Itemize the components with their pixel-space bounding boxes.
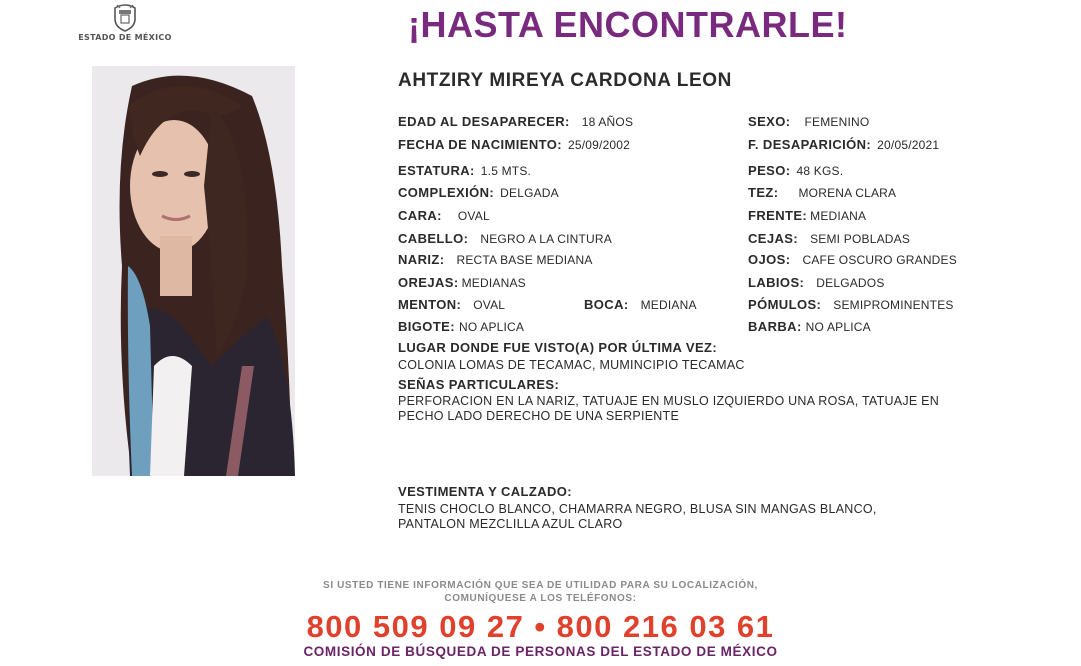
last-seen-label: LUGAR DONDE FUE VISTO(A) POR ÚLTIMA VEZ: <box>398 340 718 355</box>
field-estatura: ESTATURA: 1.5 MTS. <box>398 163 532 178</box>
clothing-label: VESTIMENTA Y CALZADO: <box>398 484 573 499</box>
info-line-2: COMUNÍQUESE A LOS TELÉFONOS: <box>444 593 637 604</box>
field-barba: BARBA: NO APLICA <box>748 319 871 334</box>
field-cabello: CABELLO: NEGRO A LA CINTURA <box>398 231 612 246</box>
commission-name: COMISIÓN DE BÚSQUEDA DE PERSONAS DEL ESTADO DE MÉXICO <box>303 644 778 659</box>
estado-de-mexico-logo <box>70 2 180 42</box>
field-ojos: OJOS: CAFE OSCURO GRANDES <box>748 252 957 267</box>
field-fecha-desaparicion: F. DESAPARICIÓN: 20/05/2021 <box>748 137 940 152</box>
phone-1[interactable]: 800 509 09 27 <box>306 609 525 644</box>
field-peso: PESO: 48 KGS. <box>748 163 844 178</box>
clothing-value: TENIS CHOCLO BLANCO, CHAMARRA NEGRO, BLUSA SIN MANGAS BLANCO, PANTALON MEZCLILLA AZUL CLARO <box>398 502 877 531</box>
field-complexion: COMPLEXIÓN: DELGADA <box>398 185 559 200</box>
marks-label: SEÑAS PARTICULARES: <box>398 377 560 392</box>
last-seen-value: COLONIA LOMAS DE TECAMAC, MUMINCIPIO TECAMAC <box>398 358 745 372</box>
person-photo <box>92 66 295 476</box>
field-fecha-nacimiento: FECHA DE NACIMIENTO: 25/09/2002 <box>398 137 631 152</box>
marks-value: PERFORACION EN LA NARIZ, TATUAJE EN MUSLO IZQUIERDO UNA ROSA, TATUAJE EN PECHO LADO DERECHO DE UNA SERPIENTE <box>398 394 939 423</box>
person-name: AHTZIRY MIREYA CARDONA LEON <box>398 70 732 91</box>
separator-dot: • <box>534 609 547 644</box>
logo-text: ESTADO DE MÉXICO <box>78 33 172 42</box>
field-boca: BOCA: MEDIANA <box>584 297 697 312</box>
field-sexo: SEXO: FEMENINO <box>748 114 870 129</box>
field-menton: MENTON: OVAL <box>398 297 506 312</box>
field-bigote: BIGOTE: NO APLICA <box>398 319 525 334</box>
field-edad: EDAD AL DESAPARECER: 18 AÑOS <box>398 114 634 129</box>
field-orejas: OREJAS: MEDIANAS <box>398 275 526 290</box>
field-nariz: NARIZ: RECTA BASE MEDIANA <box>398 252 593 267</box>
field-frente: FRENTE: MEDIANA <box>748 208 867 223</box>
page-title: ¡HASTA ENCONTRARLE! <box>408 4 848 45</box>
field-pomulos: PÓMULOS: SEMIPROMINENTES <box>748 297 954 312</box>
field-labios: LABIOS: DELGADOS <box>748 275 885 290</box>
field-cejas: CEJAS: SEMI POBLADAS <box>748 231 911 246</box>
field-cara: CARA: OVAL <box>398 208 490 223</box>
info-line-1: SI USTED TIENE INFORMACIÓN QUE SEA DE UTILIDAD PARA SU LOCALIZACIÓN, <box>323 580 758 591</box>
field-tez: TEZ: MORENA CLARA <box>748 185 897 200</box>
phone-2[interactable]: 800 216 03 61 <box>556 609 775 644</box>
phone-numbers <box>0 609 1081 645</box>
coat-of-arms-icon <box>112 2 138 32</box>
